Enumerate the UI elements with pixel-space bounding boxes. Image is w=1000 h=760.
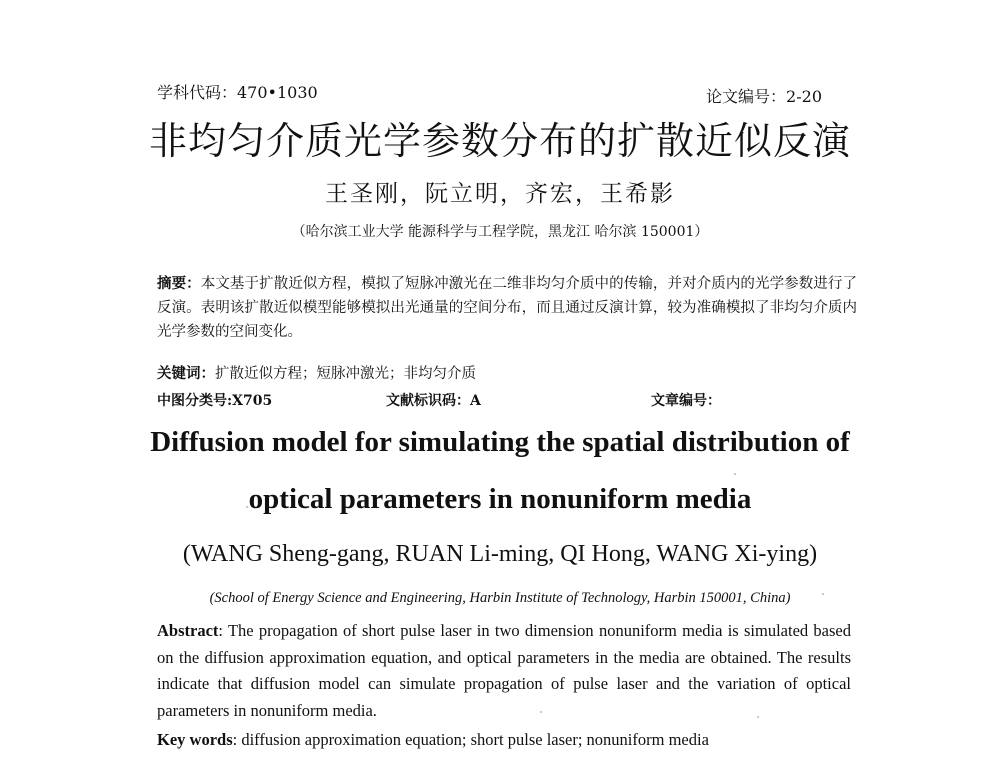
clc-number: 中图分类号:X705 [157,393,273,409]
title-english-line-2: optical parameters in nonuniform media [248,483,752,515]
keywords-english [157,730,709,750]
authors-chinese: 王圣刚，阮立明，齐宏，王希影 [325,181,675,207]
title-chinese: 非均匀介质光学参数分布的扩散近似反演 [148,119,851,163]
subject-code: 学科代码：470•1030 [157,83,318,102]
article-number: 文章编号： [651,393,721,409]
scan-speck [540,711,542,713]
abstract-chinese-text: 本文基于扩散近似方程，模拟了短脉冲激光在二维非均匀介质中的传输，并对介质内的光学参数进行了反演。表明该扩散近似模型能够模拟出光通量的空间分布，而且通过反演计算，较为准确模拟了非均匀介质内光学参数的空间变化。 [157,276,858,340]
scan-speck [822,593,824,595]
title-english-line-1: Diffusion model for simulating the spatial distribution of [150,426,850,458]
abstract-english [157,618,851,724]
keywords-chinese-text: 扩散近似方程；短脉冲激光；非均匀介质 [215,366,476,382]
document-code: 文献标识码：A [386,393,481,409]
abstract-chinese-label: 摘要： [157,275,201,292]
scan-speck [757,716,759,718]
affiliation-english: (School of Energy Science and Engineering, Harbin Institute of Technology, Harbin 150001, China) [209,590,791,606]
abstract-chinese [157,272,857,344]
abstract-english-text: : The propagation of short pulse laser in two dimension nonuniform media is simulated based on the diffusion approximation equation, and optical parameters in the media are obtained. The results indicate that diffusion model can simulate propagation of pulse laser and the variation of optical parameters in nonuniform media. [157,621,851,720]
keywords-english-label: Key words [157,730,233,749]
keywords-chinese [157,362,476,383]
affiliation-chinese: （哈尔滨工业大学 能源科学与工程学院，黑龙江 哈尔滨 150001） [291,224,709,240]
keywords-chinese-label: 关键词： [157,365,215,382]
scan-speck [734,473,736,475]
keywords-english-text: : diffusion approximation equation; short pulse laser; nonuniform media [232,730,709,749]
authors-english: (WANG Sheng-gang, RUAN Li-ming, QI Hong, WANG Xi-ying) [182,541,818,567]
paper-number: 论文编号：2-20 [706,87,822,106]
abstract-english-label: Abstract [157,621,219,640]
scan-speck [246,506,248,508]
